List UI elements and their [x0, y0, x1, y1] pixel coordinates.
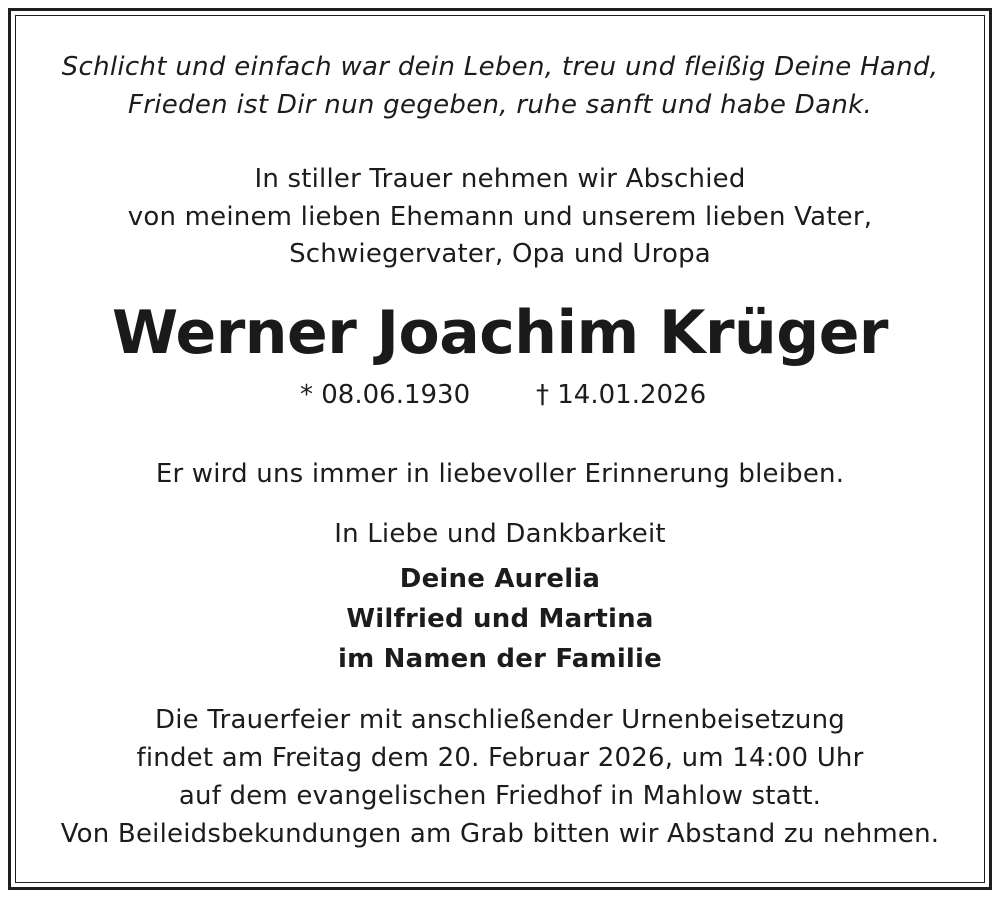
remembrance-text: Er wird uns immer in liebevoller Erinnerung bleiben.: [155, 459, 845, 489]
signer-2: Wilfried und Martina: [346, 604, 654, 634]
birth-date: * 08.06.1930: [300, 380, 471, 410]
signer-1: Deine Aurelia: [399, 564, 601, 594]
ceremony-line-4: Von Beileidsbekundungen am Grab bitten wir Abstand zu nehmen.: [60, 819, 940, 849]
verse-line-2: Frieden ist Dir nun gegeben, ruhe sanft und habe Dank.: [127, 90, 873, 120]
closing-text: In Liebe und Dankbarkeit: [334, 519, 666, 549]
intro-line-1: In stiller Trauer nehmen wir Abschied: [254, 164, 746, 194]
signer-3: im Namen der Familie: [337, 644, 662, 674]
ceremony-line-3: auf dem evangelischen Friedhof in Mahlow statt.: [178, 781, 822, 811]
intro-line-2: von meinem lieben Ehemann und unserem lieben Vater,: [127, 202, 873, 232]
deceased-name: Werner Joachim Krüger: [111, 298, 889, 368]
intro-line-3: Schwiegervater, Opa und Uropa: [289, 239, 711, 269]
verse-line-1: Schlicht und einfach war dein Leben, treu und fleißig Deine Hand,: [61, 52, 939, 82]
death-date: † 14.01.2026: [536, 380, 707, 410]
ceremony-line-1: Die Trauerfeier mit anschließender Urnenbeisetzung: [155, 705, 845, 735]
ceremony-line-2: findet am Freitag dem 20. Februar 2026, um 14:00 Uhr: [136, 743, 864, 773]
